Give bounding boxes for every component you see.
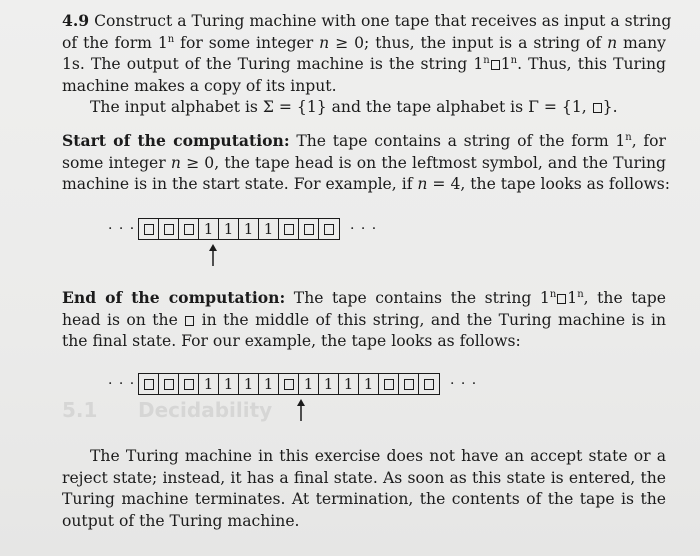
tape-cell: 1: [219, 219, 239, 239]
exercise-line-3: 1s. The output of the Turing machine is the string 1$^n$ 1$^n$. Thus, this Turing: [62, 55, 666, 74]
tape-cell: [299, 219, 319, 239]
tape-cell: [179, 219, 199, 239]
tape-cell: 1: [359, 374, 379, 394]
blank-symbol-icon: [491, 60, 500, 70]
closing-line-2: reject state; instead, it has a final state. As soon as this state is entered, the: [62, 468, 666, 487]
blank-symbol-icon: [384, 379, 394, 390]
tape-cell: [159, 374, 179, 394]
tape-cell: [279, 219, 299, 239]
blank-symbol-icon: [424, 379, 434, 390]
end-head-arrow-icon: [294, 399, 308, 421]
blank-symbol-icon: [185, 316, 194, 326]
exercise-line-1: 4.9 Construct a Turing machine with one tape that receives as input a string: [62, 11, 672, 30]
exercise-line-2: of the form 1$^n$ for some integer n ≥ 0; thus, the input is a string of n many: [62, 33, 666, 52]
end-tape: [108, 373, 480, 395]
start-line-3: machine is in the start state. For example, if n = 4, the tape looks as follows:: [62, 175, 671, 194]
blank-symbol-icon: [164, 224, 174, 235]
tape-cell: [139, 219, 159, 239]
bleed-through-section: 5.1: [62, 398, 98, 422]
tape-cell: 1: [199, 219, 219, 239]
start-head-arrow-icon: [206, 244, 220, 266]
tape-cell: [279, 374, 299, 394]
closing-line-1: The Turing machine in this exercise does not have an accept state or a: [90, 447, 666, 465]
end-paragraph: [62, 287, 666, 353]
exercise-paragraph: [62, 10, 672, 119]
closing-line-3: Turing machine terminates. At termination, the contents of the tape is the: [62, 490, 666, 509]
end-heading: End of the computation:: [62, 288, 286, 307]
end-tape-cells: [138, 373, 440, 395]
tape-cell: 1: [259, 219, 279, 239]
tape-cell: 1: [239, 374, 259, 394]
tape-cell: 1: [319, 374, 339, 394]
end-line-3: the final state. For our example, the tape looks as follows:: [62, 332, 521, 351]
blank-symbol-icon: [164, 379, 174, 390]
tape-cell: 1: [239, 219, 259, 239]
blank-symbol-icon: [593, 103, 602, 113]
tape-cell: [159, 219, 179, 239]
tape-right-ellipsis: · · ·: [450, 376, 478, 392]
tape-cell: [139, 374, 159, 394]
tape-left-ellipsis: · · ·: [108, 221, 136, 237]
start-heading: Start of the computation:: [62, 131, 290, 150]
blank-symbol-icon: [284, 379, 294, 390]
tape-right-ellipsis: · · ·: [350, 221, 378, 237]
blank-symbol-icon: [404, 379, 414, 390]
exercise-line-5: The input alphabet is Σ = {1} and the tape alphabet is Γ = {1, }.: [90, 98, 618, 117]
tape-cell: 1: [299, 374, 319, 394]
tape-cell: [399, 374, 419, 394]
exercise-line-4: machine makes a copy of its input.: [62, 76, 337, 95]
start-paragraph: [62, 130, 671, 196]
blank-symbol-icon: [144, 379, 154, 390]
tape-cell: [379, 374, 399, 394]
start-tape: [108, 218, 380, 240]
closing-paragraph: [62, 446, 666, 532]
tape-cell: [319, 219, 339, 239]
blank-symbol-icon: [284, 224, 294, 235]
bleed-through-word: Decidability: [138, 398, 273, 422]
blank-symbol-icon: [304, 224, 314, 235]
end-line-2: head is on the in the middle of this string, and the Turing machine is in: [62, 310, 666, 329]
blank-symbol-icon: [557, 294, 566, 304]
closing-line-4: output of the Turing machine.: [62, 511, 300, 530]
start-line-2: some integer n ≥ 0, the tape head is on the leftmost symbol, and the Turing: [62, 153, 666, 172]
tape-cell: 1: [339, 374, 359, 394]
blank-symbol-icon: [144, 224, 154, 235]
exercise-number: 4.9: [62, 11, 90, 30]
tape-cell: 1: [199, 374, 219, 394]
blank-symbol-icon: [324, 224, 334, 235]
tape-cell: [179, 374, 199, 394]
tape-left-ellipsis: · · ·: [108, 376, 136, 392]
tape-cell: 1: [259, 374, 279, 394]
end-line-1: End of the computation: The tape contains the string 1$^n$ 1$^n$, the tape: [62, 288, 666, 307]
blank-symbol-icon: [184, 224, 194, 235]
blank-symbol-icon: [184, 379, 194, 390]
tape-cell: 1: [219, 374, 239, 394]
start-tape-cells: [138, 218, 340, 240]
tape-cell: [419, 374, 439, 394]
start-line-1: Start of the computation: The tape contains a string of the form 1$^n$, for: [62, 131, 666, 150]
